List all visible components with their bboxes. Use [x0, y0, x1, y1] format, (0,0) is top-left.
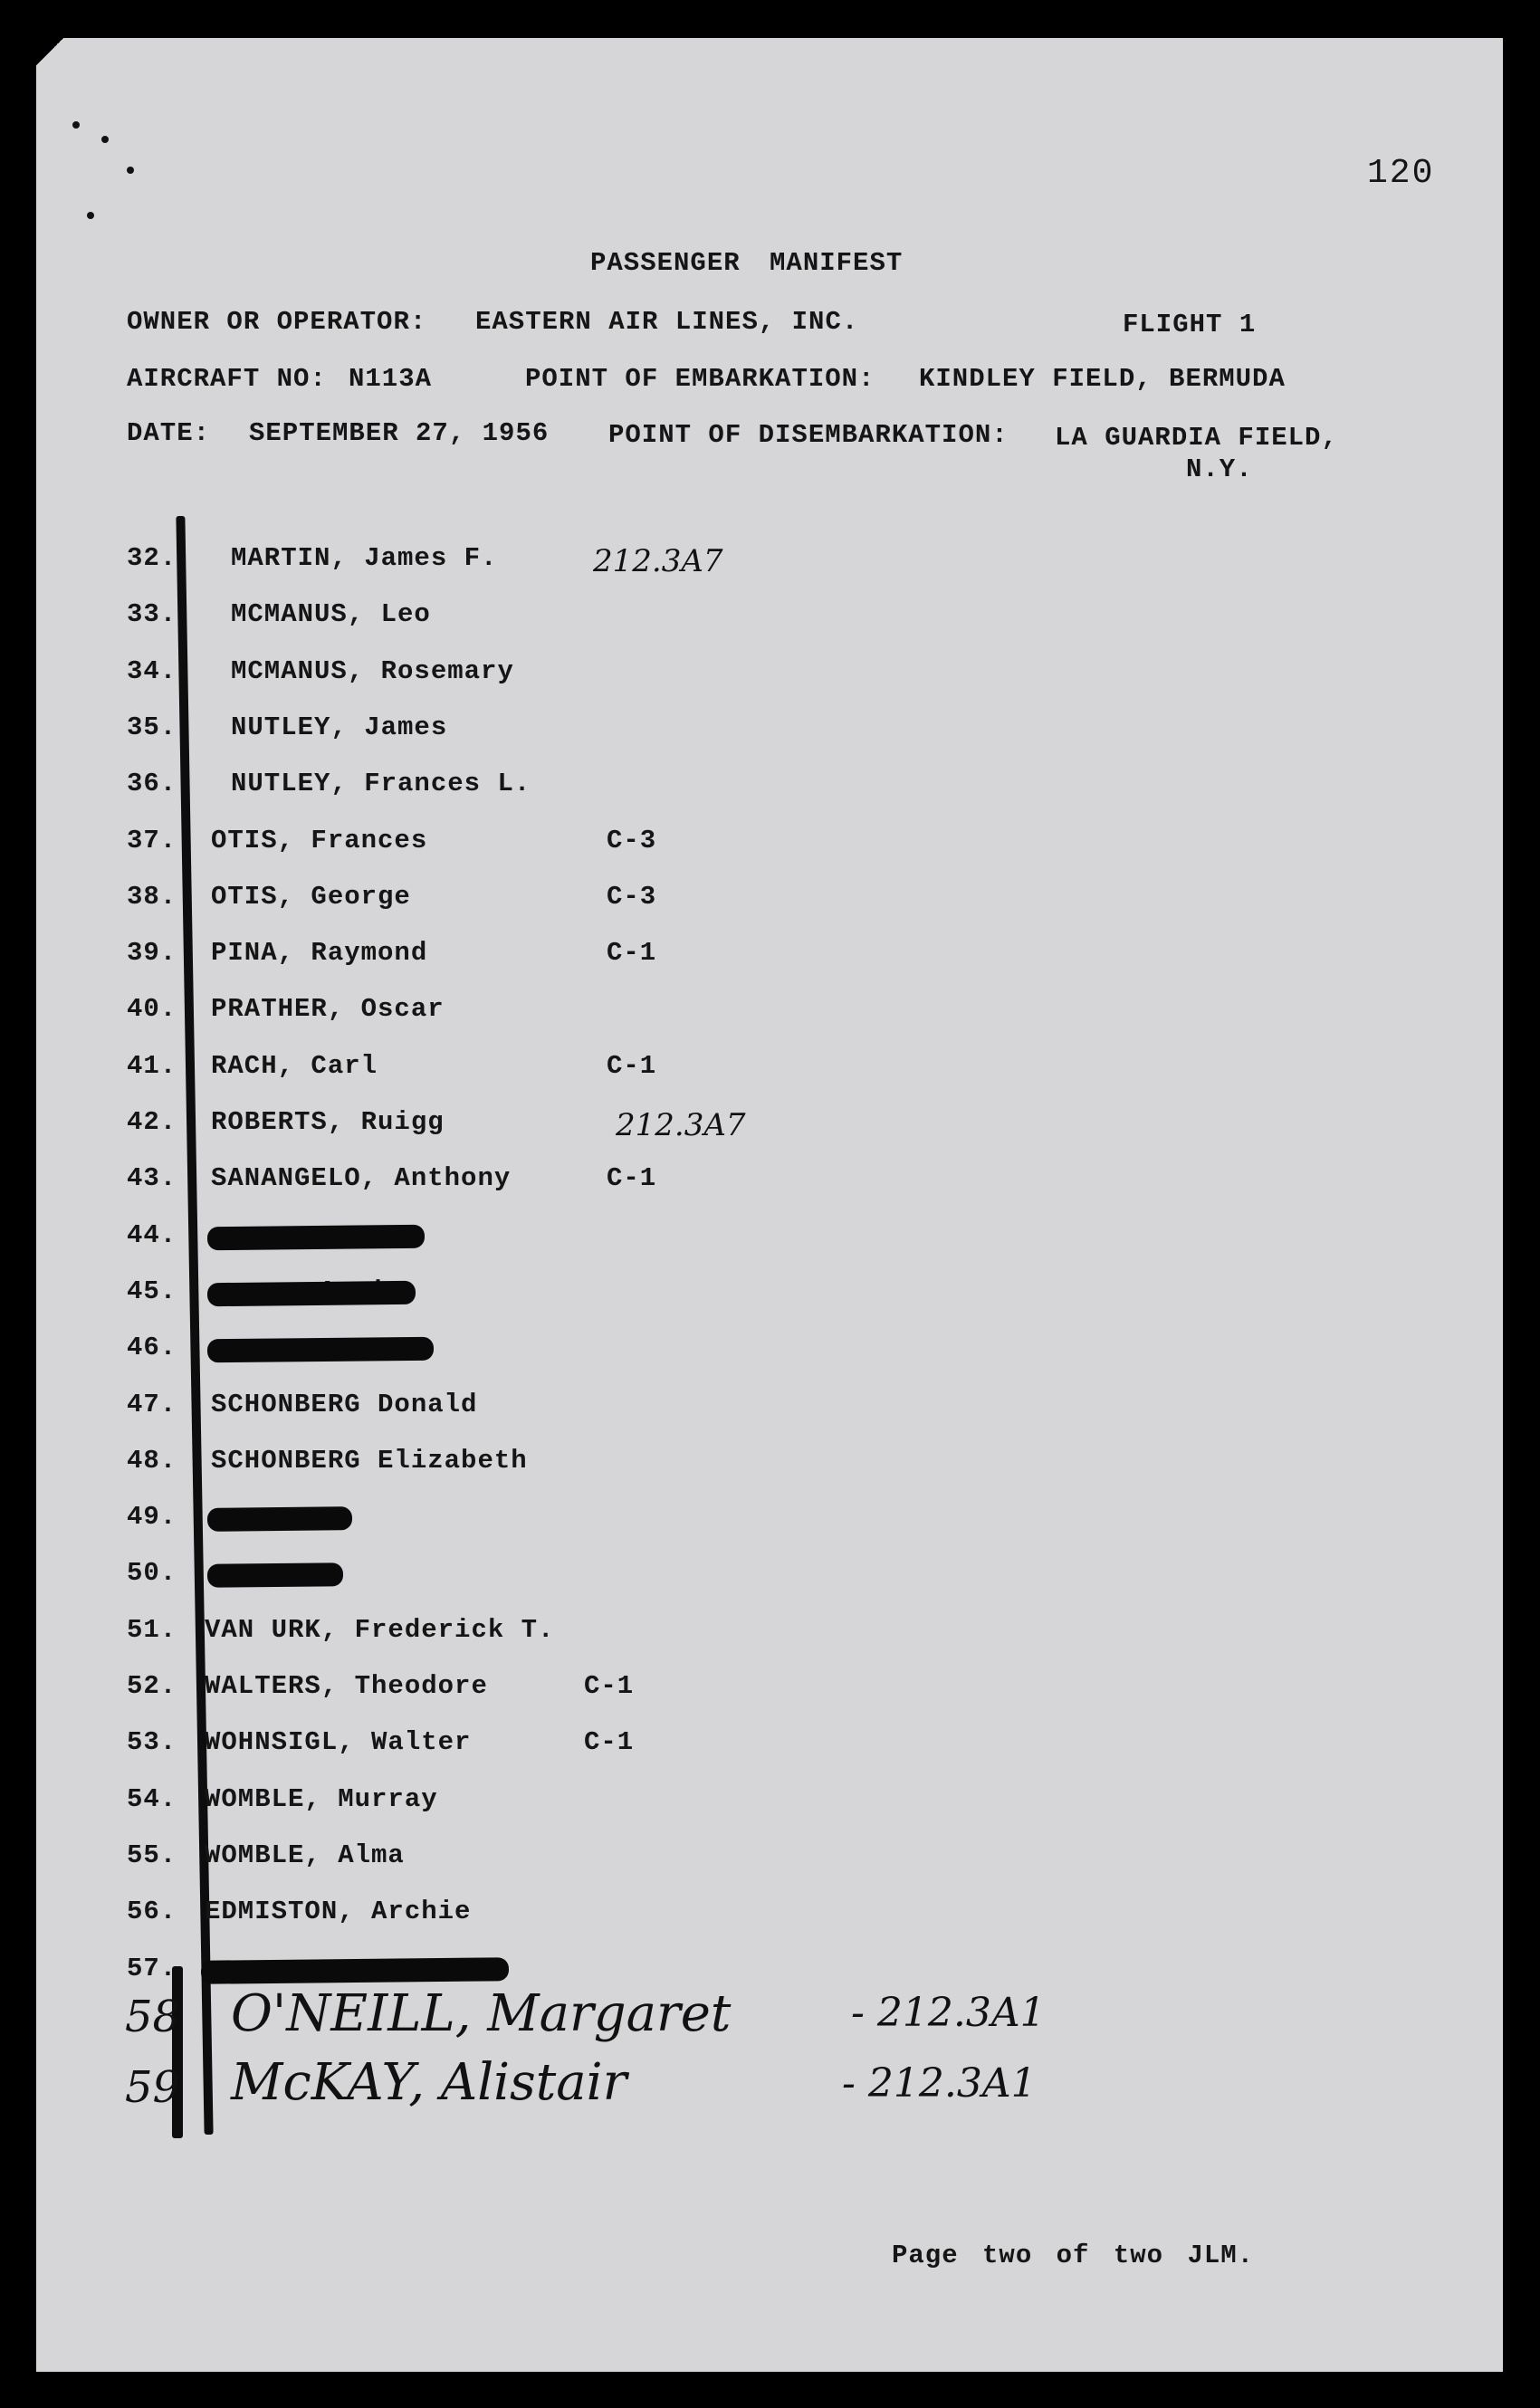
passenger-name: SCHONBERG Donald — [211, 1389, 478, 1419]
passenger-row — [36, 1107, 1503, 1152]
passenger-note: C-3 — [607, 881, 657, 912]
passenger-note: C-1 — [607, 1163, 657, 1194]
passenger-number: 43. — [127, 1163, 177, 1194]
passenger-number: 42. — [127, 1107, 177, 1137]
passenger-number: 38. — [127, 881, 177, 912]
passenger-note: 212.3A7 — [616, 1107, 746, 1143]
passenger-name: WOMBLE, Murray — [205, 1783, 438, 1814]
passenger-row — [36, 1333, 1503, 1378]
embarkation-value: KINDLEY FIELD, BERMUDA — [919, 364, 1286, 394]
passenger-name: MARTIN, James F. — [231, 543, 498, 573]
flight-number: FLIGHT 1 — [1123, 310, 1257, 339]
passenger-row — [36, 1220, 1503, 1266]
redaction-bar — [207, 1281, 416, 1306]
disembarkation-value: LA GUARDIA FIELD, — [1055, 423, 1338, 453]
passenger-row — [36, 1727, 1503, 1773]
passenger-row — [36, 1051, 1503, 1096]
passenger-name: SANANGELO, Anthony — [211, 1163, 512, 1194]
passenger-row — [36, 769, 1503, 814]
passenger-number: 47. — [127, 1389, 177, 1419]
passenger-row — [36, 1671, 1503, 1716]
passenger-row — [36, 656, 1503, 702]
passenger-number: 45. — [127, 1276, 177, 1306]
page-footer: Page two of two JLM. — [892, 2241, 1255, 2270]
passenger-row — [36, 1276, 1503, 1322]
passenger-name: NUTLEY, James — [231, 712, 448, 742]
speck — [127, 167, 134, 174]
passenger-row — [36, 994, 1503, 1039]
aircraft-label: AIRCRAFT NO: — [127, 364, 327, 394]
passenger-number: 48. — [127, 1445, 177, 1476]
manifest-page — [36, 38, 1503, 2372]
owner-value: EASTERN AIR LINES, INC. — [475, 307, 859, 337]
document-title: PASSENGER MANIFEST — [590, 248, 904, 278]
passenger-name: VAN URK, Frederick T. — [205, 1614, 555, 1645]
handwritten-entry-note: - 212.3A1 — [851, 1990, 1046, 2036]
redaction-bar — [207, 1506, 352, 1532]
aircraft-value: N113A — [349, 364, 433, 394]
redaction-bar — [207, 1224, 425, 1250]
handwritten-entry-number: 58 — [125, 1992, 181, 2042]
passenger-row — [36, 882, 1503, 927]
passenger-number: 56. — [127, 1897, 177, 1927]
embarkation-label: POINT OF EMBARKATION: — [525, 364, 875, 394]
passenger-number: 34. — [127, 655, 177, 686]
passenger-number: 51. — [127, 1614, 177, 1645]
passenger-note: 212.3A7 — [593, 543, 723, 579]
passenger-row — [36, 543, 1503, 588]
passenger-number: 41. — [127, 1050, 177, 1081]
passenger-number: 54. — [127, 1783, 177, 1814]
passenger-row — [36, 1558, 1503, 1603]
passenger-name: PINA, Raymond — [211, 938, 428, 969]
speck — [101, 136, 109, 143]
speck — [72, 121, 80, 129]
passenger-number: 36. — [127, 769, 177, 799]
passenger-name: MCMANUS, Leo — [231, 599, 431, 630]
passenger-row — [36, 1897, 1503, 1942]
passenger-note: C-1 — [607, 938, 657, 969]
passenger-name: PRATHER, Oscar — [211, 994, 445, 1025]
passenger-row — [36, 1615, 1503, 1660]
passenger-name: NUTLEY, Frances L. — [231, 769, 531, 799]
passenger-name: EDMISTON, Archie — [205, 1897, 472, 1927]
passenger-number: 46. — [127, 1333, 177, 1363]
passenger-number: 40. — [127, 994, 177, 1025]
passenger-row — [36, 938, 1503, 983]
passenger-number: 32. — [127, 543, 177, 573]
date-label: DATE: — [127, 418, 211, 448]
handwritten-entry-note: - 212.3A1 — [842, 2060, 1037, 2107]
passenger-name: ROBERTS, Ruigg — [211, 1107, 445, 1137]
passenger-name: RACH, Carl — [211, 1050, 378, 1081]
redaction-bar — [201, 1957, 509, 1984]
disembarkation-value-line2: N.Y. — [1186, 454, 1253, 484]
passenger-row — [36, 1840, 1503, 1886]
speck — [87, 212, 94, 219]
passenger-number: 39. — [127, 938, 177, 969]
redaction-bar — [207, 1337, 434, 1363]
passenger-number: 50. — [127, 1558, 177, 1589]
passenger-row — [36, 1390, 1503, 1435]
date-value: SEPTEMBER 27, 1956 — [249, 418, 550, 448]
passenger-note: C-3 — [607, 825, 657, 855]
passenger-name: OTIS, Frances — [211, 825, 428, 855]
passenger-number: 55. — [127, 1839, 177, 1870]
page-number: 120 — [1367, 154, 1435, 193]
disembarkation-label: POINT OF DISEMBARKATION: — [608, 420, 1009, 450]
passenger-row — [36, 1502, 1503, 1547]
passenger-row — [36, 826, 1503, 871]
handwritten-entry-name: O'NEILL, Margaret — [231, 1984, 732, 2043]
passenger-number: 57. — [127, 1953, 177, 1983]
passenger-row — [36, 1163, 1503, 1209]
passenger-name: MCMANUS, Rosemary — [231, 655, 514, 686]
passenger-name: WOMBLE, Alma — [205, 1839, 405, 1870]
passenger-number: 49. — [127, 1502, 177, 1533]
handwritten-entry-number: 59 — [125, 2062, 181, 2113]
passenger-row — [36, 599, 1503, 645]
owner-label: OWNER OR OPERATOR: — [127, 307, 427, 337]
passenger-name: WALTERS, Theodore — [205, 1671, 488, 1701]
redaction-bar — [207, 1563, 343, 1589]
passenger-name: WOHNSIGL, Walter — [205, 1727, 472, 1758]
passenger-row — [36, 1784, 1503, 1830]
passenger-number: 52. — [127, 1671, 177, 1701]
passenger-number: 35. — [127, 712, 177, 742]
passenger-number: 33. — [127, 599, 177, 630]
passenger-note: C-1 — [607, 1050, 657, 1081]
passenger-note: C-1 — [584, 1727, 635, 1758]
passenger-name: OTIS, George — [211, 881, 411, 912]
passenger-row — [36, 712, 1503, 758]
handwritten-entry-name: McKAY, Alistair — [231, 2053, 627, 2112]
passenger-name: SCHONBERG Elizabeth — [211, 1445, 528, 1476]
passenger-number: 44. — [127, 1219, 177, 1250]
passenger-number: 53. — [127, 1727, 177, 1758]
passenger-note: C-1 — [584, 1671, 635, 1701]
passenger-row — [36, 1446, 1503, 1491]
margin-line — [176, 516, 213, 2135]
passenger-number: 37. — [127, 825, 177, 855]
